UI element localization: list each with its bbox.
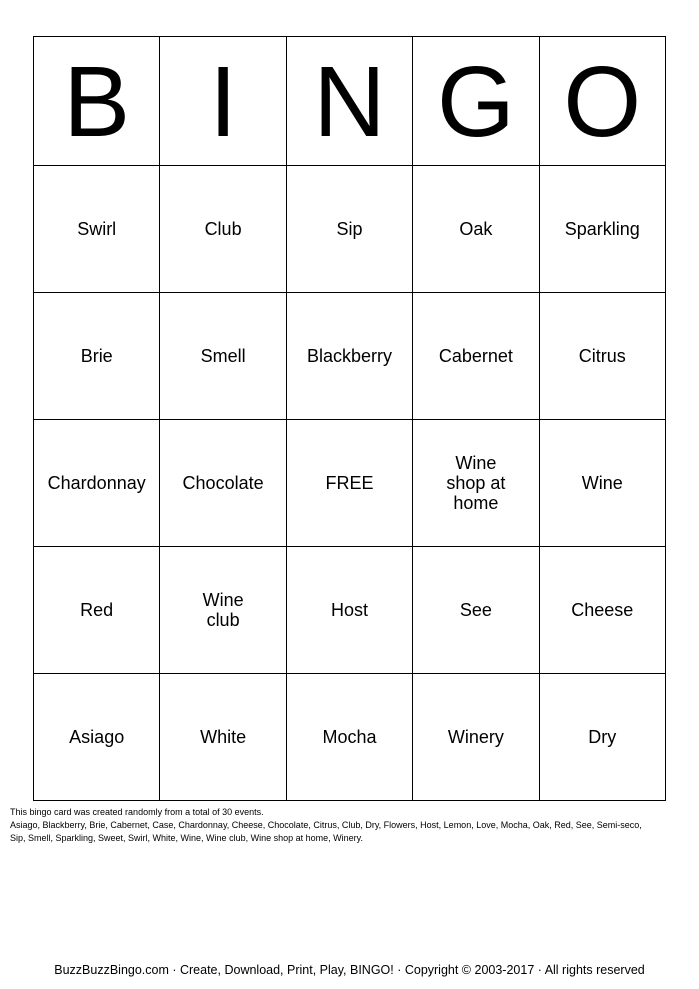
free-cell xyxy=(286,420,412,547)
cell-label: FREE xyxy=(325,473,374,493)
bingo-cell xyxy=(34,547,160,674)
bingo-cell xyxy=(539,547,665,674)
cell-label: Host xyxy=(330,600,368,620)
cell-label: Chocolate xyxy=(182,473,264,493)
bingo-row xyxy=(34,420,666,547)
bingo-cell xyxy=(160,293,286,420)
bingo-cell xyxy=(286,293,412,420)
header-letter-o xyxy=(539,37,665,166)
bingo-row xyxy=(34,547,666,674)
header-letter: G xyxy=(436,46,515,158)
bingo-cell xyxy=(34,166,160,293)
header-letter: I xyxy=(209,46,237,158)
cell-label: Oak xyxy=(459,219,493,239)
cell-label: Red xyxy=(80,600,114,620)
cell-label: Winery xyxy=(447,727,504,747)
bingo-row xyxy=(34,293,666,420)
notes-summary: This bingo card was created randomly from a total of 30 events. xyxy=(10,807,264,817)
bingo-cell xyxy=(413,166,539,293)
bingo-cell xyxy=(286,166,412,293)
cell-label: Wine club xyxy=(202,590,244,630)
cell-label: Dry xyxy=(588,727,617,747)
bingo-header-row xyxy=(34,37,666,166)
cell-label: White xyxy=(200,727,247,747)
header-letter: N xyxy=(313,46,386,158)
header-letter-n xyxy=(286,37,412,166)
cell-label: Smell xyxy=(200,346,246,366)
cell-label: Cabernet xyxy=(438,346,513,366)
bingo-cell xyxy=(160,420,286,547)
cell-label: Brie xyxy=(80,346,113,366)
bingo-cell xyxy=(413,547,539,674)
cell-label: Club xyxy=(204,219,242,239)
bingo-cell xyxy=(160,674,286,801)
notes-event-list: Asiago, Blackberry, Brie, Cabernet, Case, Chardonnay, Cheese, Chocolate, Citrus, Club, Dry, Flowers, Host, Lemon, Love, Mocha, Oak, Red, See, Semi-seco, xyxy=(10,820,642,830)
header-letter-b xyxy=(34,37,160,166)
header-letter: O xyxy=(563,46,642,158)
bingo-card xyxy=(33,36,666,801)
bingo-cell xyxy=(34,293,160,420)
cell-label: Chardonnay xyxy=(47,473,146,493)
cell-label: Wine shop at home xyxy=(446,453,506,513)
cell-label: Mocha xyxy=(322,727,377,747)
header-letter-i xyxy=(160,37,286,166)
cell-label: Blackberry xyxy=(306,346,392,366)
bingo-cell xyxy=(539,293,665,420)
bingo-cell xyxy=(539,674,665,801)
bingo-row xyxy=(34,166,666,293)
bingo-cell xyxy=(413,674,539,801)
cell-label: Wine xyxy=(581,473,623,493)
bingo-cell xyxy=(160,547,286,674)
bingo-cell xyxy=(34,674,160,801)
card-notes xyxy=(10,806,690,845)
cell-label: Asiago xyxy=(69,727,125,747)
bingo-cell xyxy=(34,420,160,547)
cell-label: Citrus xyxy=(578,346,626,366)
cell-label: Sparkling xyxy=(564,219,640,239)
bingo-cell xyxy=(160,166,286,293)
header-letter-g xyxy=(413,37,539,166)
footer-copyright: BuzzBuzzBingo.com · Create, Download, Print, Play, BINGO! · Copyright © 2003-2017 · All rights reserved xyxy=(54,963,645,977)
cell-label: See xyxy=(459,600,492,620)
bingo-cell xyxy=(286,547,412,674)
cell-label: Swirl xyxy=(77,219,117,239)
notes-event-list-continued: Sip, Smell, Sparkling, Sweet, Swirl, White, Wine, Wine club, Wine shop at home, Winery. xyxy=(10,833,363,843)
cell-label: Sip xyxy=(336,219,363,239)
bingo-row xyxy=(34,674,666,801)
header-letter: B xyxy=(63,46,131,158)
bingo-cell xyxy=(539,166,665,293)
bingo-cell xyxy=(286,674,412,801)
bingo-cell xyxy=(413,420,539,547)
bingo-cell xyxy=(413,293,539,420)
bingo-cell xyxy=(539,420,665,547)
cell-label: Cheese xyxy=(571,600,634,620)
